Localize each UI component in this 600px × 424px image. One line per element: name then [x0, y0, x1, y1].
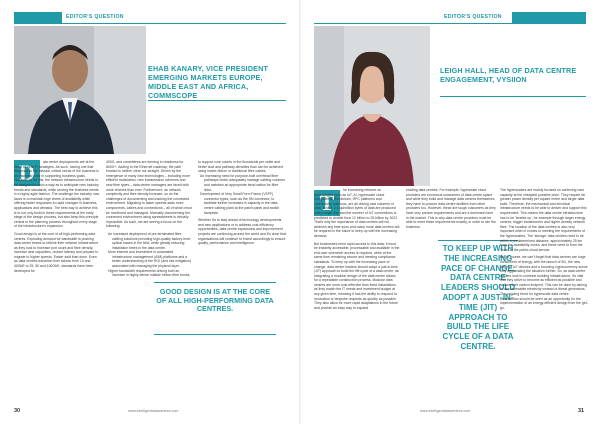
bullet-item: Higher bandwidth requirements driving both an increase in highly dense rollable ribbon fibre trunks,: [108, 268, 191, 278]
page-number-right: 31: [578, 408, 585, 414]
article-column-3-right: [500, 188, 588, 310]
bullet-item: Development of Very Small Form Factor (VSFF) connector types, such as the SN connector, to facilitate further increases in capacity in the data centre cabling plant at the patch panel and switch faceplate.: [200, 192, 280, 215]
paragraph: ata centre deployments are at the heart of most IT strategies. As such, having one that responds to the mission critical needs of the business is an essential pillar in supporting business goals. However, to do this, the network infrastructure needs to be designed in such a way as to anticipate new industry trends and standards, while serving the business needs in a highly agile fashion. The challenge the industry now faces is to maintain high levels of availability while offering faster responses to rapid changes in business, applications and demand. The best way to achieve this is to not only build in these requirements at the early stage of the design process, but also keep this principle central to the planning process throughout every stage of the infrastructure's expansion.: [14, 160, 100, 229]
paragraph: he increasing reliance on technologies such as IoT, AI, hyperscale cloud ecosystems, Blockchain, HPC platforms and connectivity solutions, are all driving vast volumes of data. In fact, 2.5 quintillion bytes of data are produced every single day and the number of IoT connections is predicted to double from 12 billion to 25 billion by 2022. That's why the importance of data centres will not diminish any time soon and many more data centres will be required in the future to keep up with the increasing demand.: [314, 188, 400, 238]
article-column-1-right: [314, 188, 400, 310]
speaker-name-left: EHAB KANARY, VICE PRESIDENT EMERGING MARKETS EUROPE, MIDDLE EAST AND AFRICA, COMMSCOPE: [148, 64, 268, 100]
pull-quote-right: TO KEEP UP WITH THE INCREASING PACE OF CHANGE, DATA CENTRE LEADERS SHOULD ADOPT A JUST-IN-TIME (JIT) APPROACH TO BUILD THE LIFE CYCLE OF A DATA CENTRE.: [440, 244, 516, 351]
speaker-photo-ehab-kanary: [14, 26, 146, 154]
bullet-item: More interest and investment in automated infrastructure management (AIM) platforms and a better understanding of the ROI (and risk mitigation) associated with managing the physical layer.: [108, 250, 192, 269]
name-rule-left: [148, 100, 286, 101]
article-column-1-left: [14, 160, 100, 273]
article-column-2-right: [406, 188, 496, 229]
paragraph: But of course, we can't forget that data centres are huge consumers of energy, with the launch of 5G, the new wave of IoT devices and a booming cryptocurrency scene only aggravating the situation further. So, as data centre leaders look to continue building infrastructure, it's vital that they strive to become as efficient as possible and reduce their carbon footprint. This can be done by aiming to use renewable electricity instead of diesel generators. The ongoing trend for hyperscale data centre construction should be seen as an opportunity for the implementation of an energy-efficient design from the get-go.: [500, 255, 588, 310]
paragraph: existing data centres. For example, hyperscale cloud providers are enormous consumers of data centre space and while they build and manage data centres themselves, they have to procure data centre facilities from other providers too. However, these are tough customers as they have very precise requirements and are a dominant force in the market. This is why data centre providers must be able to meet these requirements exactly, in order to win the business.: [406, 188, 496, 229]
speaker-name-right: LEIGH HALL, HEAD OF DATA CENTRE ENGAGEMENT, VYSIION: [440, 66, 577, 84]
pull-quote-left: GOOD DESIGN IS AT THE CORE OF ALL HIGH-PERFORMING DATA CENTRES.: [154, 286, 276, 316]
article-column-2-left: [106, 160, 192, 278]
bullet-item: An increased deployment of pre-terminated fibre cabling solutions providing high-quality factory-level optical losses in the field, while greatly reducing installation times in the data centre.: [108, 231, 191, 250]
footer-url-left: www.intelligentdatacentres.com: [128, 409, 179, 413]
header-rule-left: [14, 23, 286, 24]
pull-quote-rule-bottom-left: [154, 334, 276, 335]
name-rule-right: [440, 96, 586, 97]
page-gutter: [299, 0, 301, 424]
header-accent-bar-left: [14, 12, 62, 23]
bullet-item: An increasing need for purpose-built overhead fibre pathways which adequately manage cabling volumes and maintain an appropriate bend radius for fibre links.: [200, 173, 286, 192]
paragraph: to support core counts in the thousands per cable and better duct and pathway densities than can be achieved using matrix ribbon or traditional fibre cables.: [198, 160, 283, 174]
paragraph: Good design is at the core of all high-performing data centres. Exploding demand for bandwidth is pushing data centre teams to rethink their network infrastructure as they look to increase port count and fibre density, increase lane capacities, reduce latency and prepare to migrate to higher speeds. Easier said than done. Even as data centres transition their fabrics from 10 and 40GbE to 25, 50 and 100GbE, standards have been developed for: [14, 231, 99, 273]
speaker-photo-leigh-hall: [314, 26, 430, 186]
paragraph: 400G, and committees are forming in readiness for 800G+. Adding to the Ethernet roadmap, the path forward is neither clear nor straight. Driven by the emergence of many new technologies – including more efficient modulation, new transmission schemes and new fibre types – data centre managers are faced with more choices than ever. Furthermore, as network complexity and fibre density increase, so do the challenges of documenting and tracking the connected environment. Migrating to faster speeds adds more components, cables and connections – all of which must be monitored and managed. Manually documenting the connected environment using spreadsheets is virtually impossible. As such, we are seeing a focus on the following:: [106, 160, 192, 229]
header-accent-bar-right: [512, 12, 586, 23]
article-column-3-left: [198, 160, 286, 246]
paragraph: The hyperscalers are mainly focused on achieving vast capacity at the cheapest possible price. They require far greater power density per square metre and larger data halls. Therefore, the mechanical and electrical infrastructure needs to be able to deliver and support this requirement. This means the data centre infrastructure has to be 'beefed up', for example through larger energy centres, bigger transformers and higher density network fibre. The location of the data centres is also very important when it comes to meeting the requirements of the hyperscalers. The 'storage' data centres need to be within a predetermined distance, approximately 25 km from the availability zones, and these need to form the 'brain' of the public cloud service.: [500, 188, 587, 252]
paragraph: But businesses need rapid access to this data; it must be instantly accessible, processable and available in the end-user whenever access is required, while at the same time remaining secure and meeting compliance standards. To keep up with the increasing pace of change, data centre leaders should adopt a just-in-time (JIT) approach to build the life cycle of a data centre, as integrating a modular design of the data centre allows for a repeatable construction process. Modular data centres are more cost-effective than fixed installations as they match the IT needs and investment budget at any given time, meaning it has the ability to respond to innovation or bespoke requests as quickly as possible. They also allow for more rapid adaptations in the future and provide an easy way to expand: [314, 241, 400, 310]
header-label-left: EDITOR'S QUESTION: [66, 14, 124, 20]
footer-url-right: www.intelligentdatacentres.com: [420, 409, 471, 413]
header-rule-right: [314, 23, 586, 24]
drop-cap-left: D: [14, 160, 40, 186]
paragraph: Whether it's to stay ahead of technology developments and new applications or to address cost-efficiency opportunities, data centre expansions and improvement projects are continuing around the world and it's clear that organisations will continue to invest accordingly to ensure quality, performance and intelligence.: [198, 218, 286, 246]
drop-cap-right: T: [314, 190, 340, 216]
page-number-left: 30: [14, 408, 21, 414]
person-silhouette-icon: [314, 26, 430, 186]
person-silhouette-icon: [14, 26, 146, 154]
header-label-right: EDITOR'S QUESTION: [444, 14, 502, 20]
pull-quote-rule-top-left: [154, 282, 276, 283]
